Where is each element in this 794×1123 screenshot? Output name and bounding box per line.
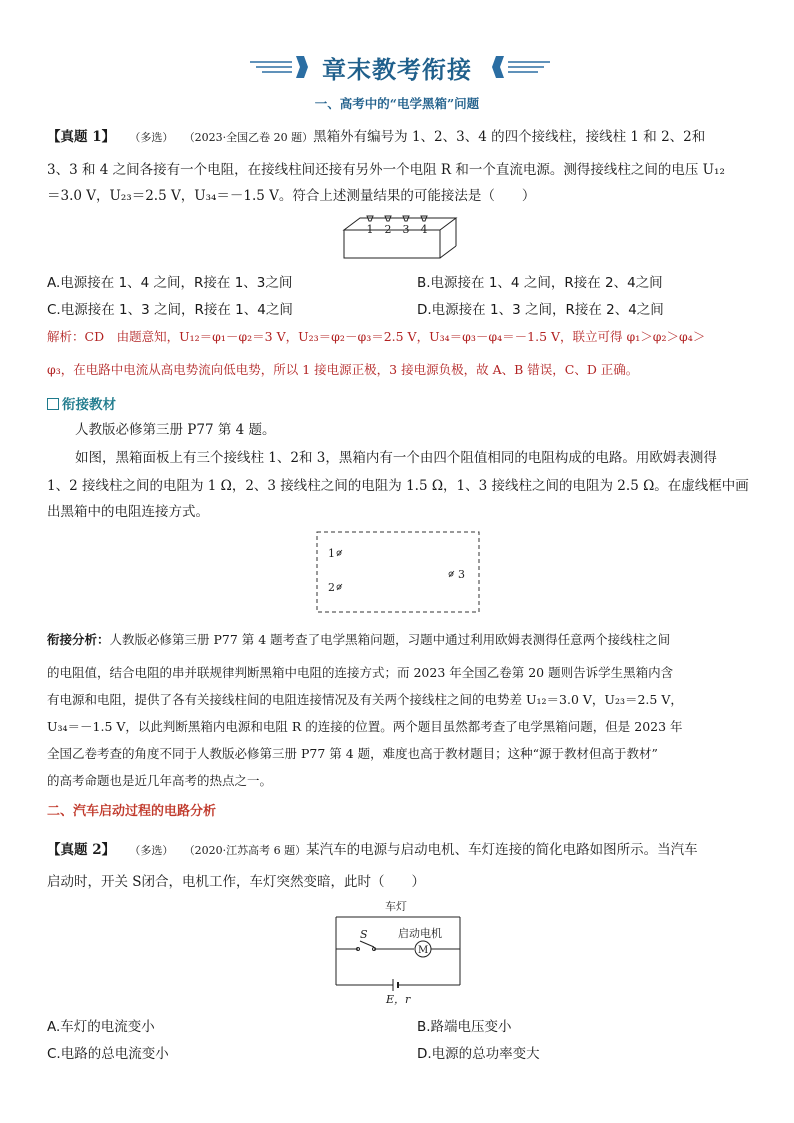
q1-tag: 【真题 1】: [47, 129, 116, 145]
q2-text-1: 某汽车的电源与启动电机、车灯连接的简化电路如图所示。当汽车: [306, 842, 698, 858]
link-analysis-6: 的高考命题也是近几年高考的热点之一。: [47, 773, 273, 788]
link-analysis-5: 全国乙卷考查的角度不同于人教版必修第三册 P77 第 4 题，难度也高于教材题目；这种“源于教材但高于教材”: [47, 746, 658, 761]
q2-kind: （多选）: [129, 844, 174, 857]
page-title: 章末教考衔接: [322, 55, 472, 84]
link-analysis-label: 衔接分析：: [47, 632, 110, 647]
circuit-diagram: [330, 897, 465, 1007]
q2-text-2: 启动时，开关 S闭合，电机工作，车灯突然变暗，此时（ ）: [47, 874, 426, 890]
q2-option-d[interactable]: D.电源的总功率变大: [417, 1046, 540, 1062]
q1-option-a[interactable]: A.电源接在 1、4 之间，R接在 1、3之间: [47, 275, 293, 291]
terminal-1-label: 1: [328, 547, 335, 560]
bridge-text-2: 1、2 接线柱之间的电阻为 1 Ω，2、3 接线柱之间的电阻为 1.5 Ω，1、3 接线柱之间的电阻为 2.5 Ω。在虚线框中画: [47, 478, 749, 494]
bridge-heading: 衔接教材: [47, 395, 116, 415]
q1-kind: （多选）: [129, 131, 174, 144]
q2-source: （2020·江苏高考 6 题）: [183, 844, 307, 857]
q2-option-b[interactable]: B.路端电压变小: [417, 1019, 512, 1035]
bridge-text-1: 如图，黑箱面板上有三个接线柱 1、2和 3，黑箱内有一个由四个阻值相同的电阻构成的电路。用欧姆表测得: [75, 450, 717, 466]
q1-option-d[interactable]: D.电源接在 1、3 之间，R接在 2、4之间: [417, 302, 664, 318]
q1-option-c[interactable]: C.电源接在 1、3 之间，R接在 1、4之间: [47, 302, 293, 318]
q1-source: （2023·全国乙卷 20 题）: [183, 131, 314, 144]
box-label-1: 1: [366, 223, 374, 236]
black-box-figure: [340, 212, 460, 262]
bridge-text-3: 出黑箱中的电阻连接方式。: [47, 504, 209, 520]
q2-option-c[interactable]: C.电路的总电流变小: [47, 1046, 169, 1062]
checkbox-icon: [47, 398, 59, 410]
section-2-heading: 二、汽车启动过程的电路分析: [47, 804, 217, 819]
q1-text-2: 3、3 和 4 之间各接有一个电阻，在接线柱间还接有另外一个电阻 R 和一个直流电源。测得接线柱之间的电压 U₁₂: [47, 162, 725, 178]
dashed-box-figure[interactable]: [315, 530, 481, 614]
box-label-3: 3: [402, 223, 410, 236]
q2-option-a[interactable]: A.车灯的电流变小: [47, 1019, 155, 1035]
terminal-3-label: 3: [458, 568, 465, 581]
section-1-heading: 一、高考中的“电学黑箱”问题: [314, 96, 480, 111]
bridge-ref: 人教版必修第三册 P77 第 4 题。: [75, 422, 276, 438]
terminal-2-label: 2: [328, 581, 335, 594]
box-label-4: 4: [420, 223, 428, 236]
q1-option-b[interactable]: B.电源接在 1、4 之间，R接在 2、4之间: [417, 275, 663, 291]
lamp-label: 车灯: [385, 900, 407, 913]
motor-label: 启动电机: [398, 927, 442, 940]
motor-symbol: M: [418, 945, 429, 956]
box-label-2: 2: [384, 223, 392, 236]
q2-line-1: [47, 840, 698, 861]
source-label: E，r: [386, 993, 411, 1006]
link-analysis-4: U₃₄＝－1.5 V，以此判断黑箱内电源和电阻 R 的连接的位置。两个题目虽然都考查了电学黑箱问题，但是 2023 年: [47, 719, 683, 734]
q1-analysis-1: 解析：CD 由题意知，U₁₂＝φ₁－φ₂＝3 V，U₂₃＝φ₂－φ₃＝2.5 V，U₃₄＝φ₃－φ₄＝－1.5 V，联立可得 φ₁＞φ₂＞φ₄＞: [47, 329, 706, 344]
link-analysis-3: 有电源和电阻，提供了各有关接线柱间的电阻连接情况及有关两个接线柱之间的电势差 U₁₂＝3.0 V，U₂₃＝2.5 V，: [47, 692, 683, 707]
q1-text-3: ＝3.0 V，U₂₃＝2.5 V，U₃₄＝－1.5 V。符合上述测量结果的可能接法是（ ）: [47, 188, 536, 204]
q2-tag: 【真题 2】: [47, 842, 116, 858]
q1-text-1: 黑箱外有编号为 1、2、3、4 的四个接线柱，接线柱 1 和 2、2和: [313, 129, 706, 145]
q1-line-1: [47, 127, 705, 148]
switch-label: S: [360, 928, 368, 941]
link-analysis-2: 的电阻值，结合电阻的串并联规律判断黑箱中电阻的连接方式；而 2023 年全国乙卷第 20 题则告诉学生黑箱内含: [47, 665, 674, 680]
link-analysis-1: 衔接分析：人教版必修第三册 P77 第 4 题考查了电学黑箱问题，习题中通过利用欧姆表测得任意两个接线柱之间: [47, 632, 671, 647]
q1-analysis-2: φ₃，在电路中电流从高电势流向低电势，所以 1 接电源正极，3 接电源负极，故 A、B 错误，C、D 正确。: [47, 362, 639, 377]
